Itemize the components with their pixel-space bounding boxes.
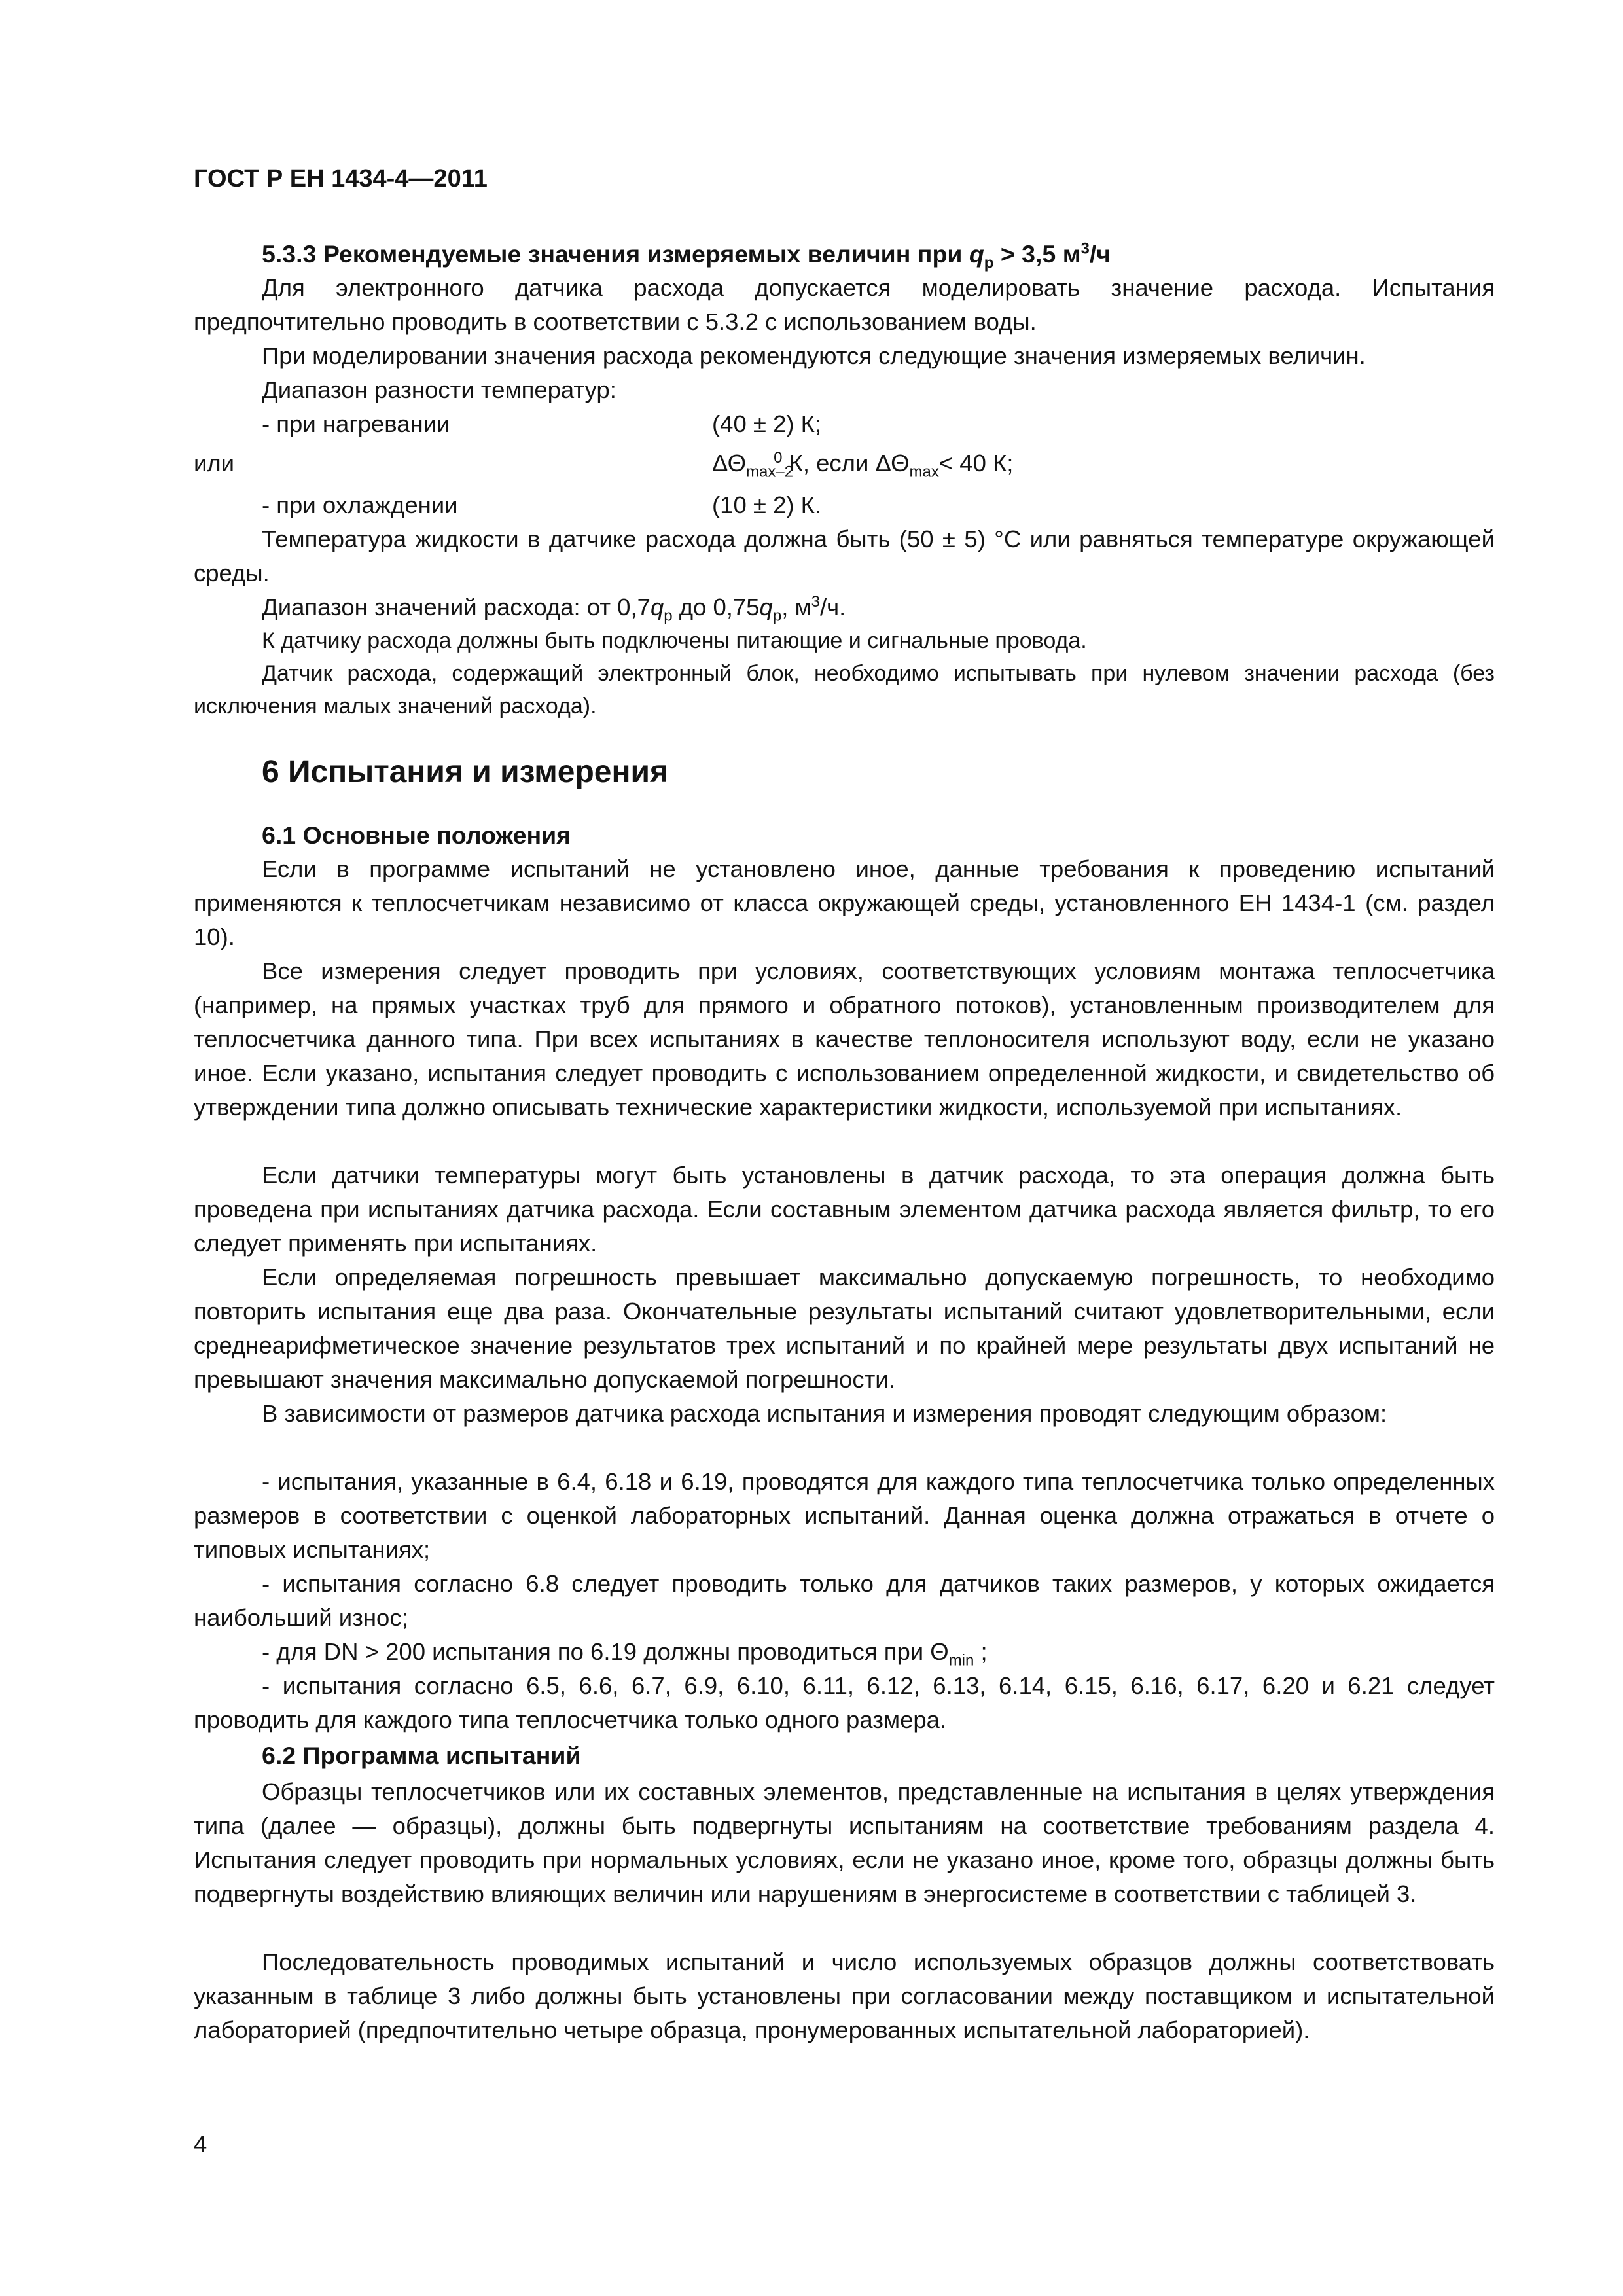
paragraph: Последовательность проводимых испытаний и число используемых образцов должны соответствовать указанным в таблице 3 либо должны быть установлены при согласовании между поставщиком и испытательной лабораторией (предпочтительно четыре образца, пронумерованных испытательной лабораторией).: [194, 1948, 1495, 2043]
paragraph: Все измерения следует проводить при условиях, соответствующих условиям монтажа теплосчетчика (например, на прямых участках труб для прямого и обратного потоков), установленным производителем для теплосчетчика данного типа. При всех испытаниях в качестве теплоносителя используют воду, если не указано иное. Если указано, испытания следует проводить с использованием определенной жидкости, и свидетельство об утверждении типа должно описывать технические характеристики жидкости, используемой при испытаниях.: [194, 958, 1495, 1121]
paragraph: Температура жидкости в датчике расхода должна быть (50 ± 5) °С или равняться температуре окружающей среды.: [194, 526, 1495, 586]
paragraph: Если датчики температуры могут быть установлены в датчик расхода, то эта операция должна быть проведена при испытаниях датчика расхода. Если составным элементом датчика расхода является фильтр, то его следует применять при испытаниях.: [194, 1162, 1495, 1257]
list-item: [194, 1635, 988, 1669]
formula-label: - при нагревании: [262, 410, 450, 437]
text: - для DN > 200 испытания по 6.19 должны проводиться при Θ: [262, 1638, 949, 1665]
paragraph: Датчик расхода, содержащий электронный блок, необходимо испытывать при нулевом значении расхода (без исключения малых значений расхода).: [194, 661, 1495, 719]
list-item: - испытания согласно 6.8 следует проводить только для датчиков таких размеров, у которых ожидается наибольший износ;: [194, 1570, 1495, 1631]
superscript: 3: [1080, 240, 1090, 258]
formula-text: К, если ΔΘ: [782, 450, 910, 476]
subscript: max–2: [746, 463, 794, 481]
symbol-q: q: [969, 240, 984, 268]
text: , м: [781, 594, 812, 620]
paragraph: В зависимости от размеров датчика расхода испытания и измерения проводят следующим образом:: [262, 1400, 1387, 1427]
section-6-2-heading: 6.2 Программа испытаний: [262, 1742, 581, 1769]
text: /ч.: [819, 594, 846, 620]
text: до 0,75: [672, 594, 760, 620]
heading-text: /ч: [1089, 240, 1111, 268]
formula-label: - при охлаждении: [262, 492, 458, 518]
superscript: 3: [811, 592, 820, 611]
superscript: 0: [774, 448, 783, 467]
text: Диапазон значений расхода: от 0,7: [262, 594, 651, 620]
subscript: p: [984, 254, 994, 272]
section-6-1-heading: 6.1 Основные положения: [262, 821, 571, 849]
section-6-heading: 6 Испытания и измерения: [262, 755, 668, 789]
heading-text: 5.3.3 Рекомендуемые значения измеряемых величин при: [262, 240, 969, 268]
subscript: p: [772, 607, 782, 625]
paragraph: Если в программе испытаний не установлено иное, данные требования к проведению испытаний применяются к теплосчетчикам независимо от класса окружающей среды, установленного ЕН 1434-1 (см. раздел 10).: [194, 855, 1495, 950]
section-5-3-3-heading: [194, 237, 1111, 271]
formula-text: < 40 К;: [938, 450, 1014, 476]
text: ;: [974, 1638, 988, 1665]
formula-value: [712, 446, 1013, 480]
subscript: min: [948, 1651, 974, 1670]
heading-text: > 3,5 м: [993, 240, 1081, 268]
subscript: p: [664, 607, 673, 625]
subscript: max: [909, 463, 939, 481]
symbol-q: q: [650, 594, 664, 620]
paragraph: Если определяемая погрешность превышает максимально допускаемую погрешность, то необходимо повторить испытания еще два раза. Окончательные результаты испытаний считают удовлетворительными, если среднеарифметическое значение результатов трех испытаний и по крайней мере результаты двух испытаний не превышают значения максимально допускаемой погрешности.: [194, 1264, 1495, 1393]
or-label: или: [194, 450, 235, 476]
paragraph: Диапазон разности температур:: [262, 376, 616, 403]
formula-row-heating: [194, 407, 822, 441]
formula-value: (40 ± 2) К;: [712, 410, 822, 437]
formula-value: (10 ± 2) К.: [712, 492, 822, 518]
formula-row-cooling: [194, 488, 822, 522]
paragraph: Для электронного датчика расхода допускается моделировать значение расхода. Испытания предпочтительно проводить в соответствии с 5.3.2 с использованием воды.: [194, 274, 1495, 335]
paragraph: Образцы теплосчетчиков или их составных элементов, представленные на испытания в целях утверждения типа (далее — образцы), должны быть подвергнуты испытаниям на соответствие требованиям раздела 4. Испытания следует проводить при нормальных условиях, если не указано иное, кроме того, образцы должны быть подвергнуты воздействию влияющих величин или нарушениям в энергосистеме в соответствии с таблицей 3.: [194, 1778, 1495, 1907]
flow-range-line: [194, 590, 846, 624]
list-item: - испытания, указанные в 6.4, 6.18 и 6.19, проводятся для каждого типа теплосчетчика только определенных размеров в соответствии с оценкой лабораторных испытаний. Данная оценка должна отражаться в отчете о типовых испытаниях;: [194, 1468, 1495, 1563]
paragraph: При моделировании значения расхода рекомендуются следующие значения измеряемых величин.: [262, 342, 1366, 369]
formula-text: ΔΘ: [712, 450, 747, 476]
list-item: - испытания согласно 6.5, 6.6, 6.7, 6.9, 6.10, 6.11, 6.12, 6.13, 6.14, 6.15, 6.16, 6.17, 6.20 и 6.21 следует проводить для каждого типа теплосчетчика только одного размера.: [194, 1672, 1495, 1733]
page-number: 4: [194, 2130, 207, 2157]
document-header: ГОСТ Р ЕН 1434-4—2011: [194, 165, 488, 192]
paragraph: К датчику расхода должны быть подключены питающие и сигнальные провода.: [262, 628, 1087, 653]
symbol-q: q: [759, 594, 773, 620]
